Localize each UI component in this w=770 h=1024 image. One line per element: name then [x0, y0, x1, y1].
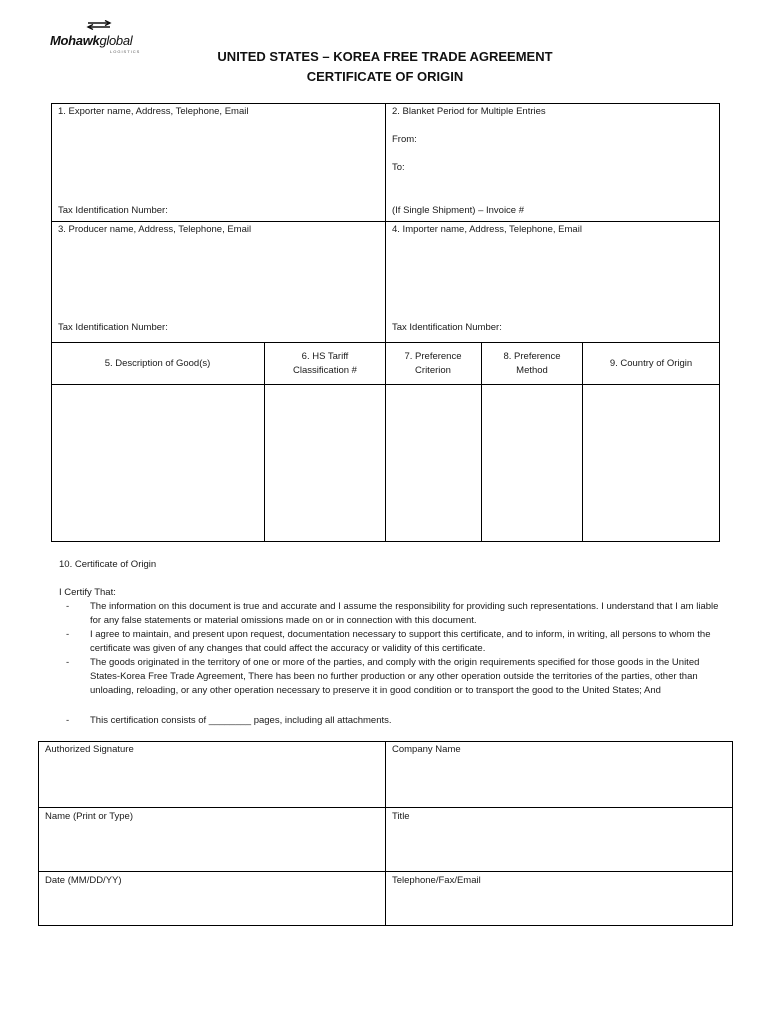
- parties-divider-horizontal: [51, 221, 720, 222]
- parties-divider-vertical: [385, 103, 386, 343]
- company-name-field[interactable]: Company Name: [392, 744, 461, 755]
- col-preference-method-header: 8. Preference Method: [503, 351, 561, 376]
- exporter-label: 1. Exporter name, Address, Telephone, Email: [58, 106, 249, 117]
- blanket-period-label: 2. Blanket Period for Multiple Entries: [392, 106, 546, 117]
- contact-field[interactable]: Telephone/Fax/Email: [392, 875, 481, 886]
- authorized-signature-field[interactable]: Authorized Signature: [45, 744, 134, 755]
- importer-label: 4. Importer name, Address, Telephone, Email: [392, 224, 582, 235]
- certify-intro: I Certify That:: [59, 587, 116, 598]
- certify-statement: - This certification consists of ________ pages, including all attachments.: [66, 715, 392, 726]
- invoice-number-label: (If Single Shipment) – Invoice #: [392, 205, 525, 216]
- logo-tagline: LOGISTICS: [110, 49, 141, 54]
- goods-col-divider: [385, 343, 386, 542]
- certificate-section-label: 10. Certificate of Origin: [59, 559, 157, 570]
- col-country-origin-header: 9. Country of Origin: [609, 358, 693, 369]
- col-description-header: 5. Description of Good(s): [104, 358, 211, 369]
- blanket-to-label: To:: [392, 162, 405, 173]
- goods-col-divider: [481, 343, 482, 542]
- producer-tax-id-label: Tax Identification Number:: [58, 322, 168, 333]
- signature-divider-horizontal: [38, 871, 733, 872]
- blanket-from-label: From:: [392, 134, 417, 145]
- signature-divider-horizontal: [38, 807, 733, 808]
- arrows-icon: [86, 20, 112, 30]
- signature-divider-vertical: [385, 741, 386, 926]
- document-title: UNITED STATES – KOREA FREE TRADE AGREEMENT: [217, 49, 553, 64]
- importer-tax-id-label: Tax Identification Number:: [392, 322, 502, 333]
- certify-statement: - The goods originated in the territory of one or more of the parties, and comply with the origin requirements specified for those goods in the United States-Korea Free Trade Agreement, There has been no further production or any other operation outside the territories of the parties, other than unloading, reloading, or any other operation necessary to preserve it in good condition or to transport the good to the United States; And: [66, 657, 700, 696]
- col-hs-tariff-header: 6. HS Tariff Classification #: [293, 351, 357, 376]
- goods-col-divider: [264, 343, 265, 542]
- producer-label: 3. Producer name, Address, Telephone, Email: [58, 224, 252, 235]
- date-field[interactable]: Date (MM/DD/YY): [45, 875, 122, 886]
- certify-statement: - The information on this document is true and accurate and I assume the responsibility for providing such representations. I understand that I am liable for any false statements or material omissions made on or in connection with this document.: [66, 601, 719, 626]
- certify-statement: - I agree to maintain, and present upon request, documentation necessary to support this certificate, and to inform, in writing, all persons to whom the certificate was given of any changes that could affect the accuracy or validity of this certificate.: [66, 629, 711, 654]
- document-subtitle: CERTIFICATE OF ORIGIN: [306, 69, 464, 84]
- col-preference-criterion-header: 7. Preference Criterion: [404, 351, 462, 376]
- name-print-field[interactable]: Name (Print or Type): [45, 811, 133, 822]
- goods-col-divider: [582, 343, 583, 542]
- title-field[interactable]: Title: [392, 811, 410, 822]
- logo-wordmark: Mohawkglobal: [50, 33, 133, 48]
- exporter-tax-id-label: Tax Identification Number:: [58, 205, 168, 216]
